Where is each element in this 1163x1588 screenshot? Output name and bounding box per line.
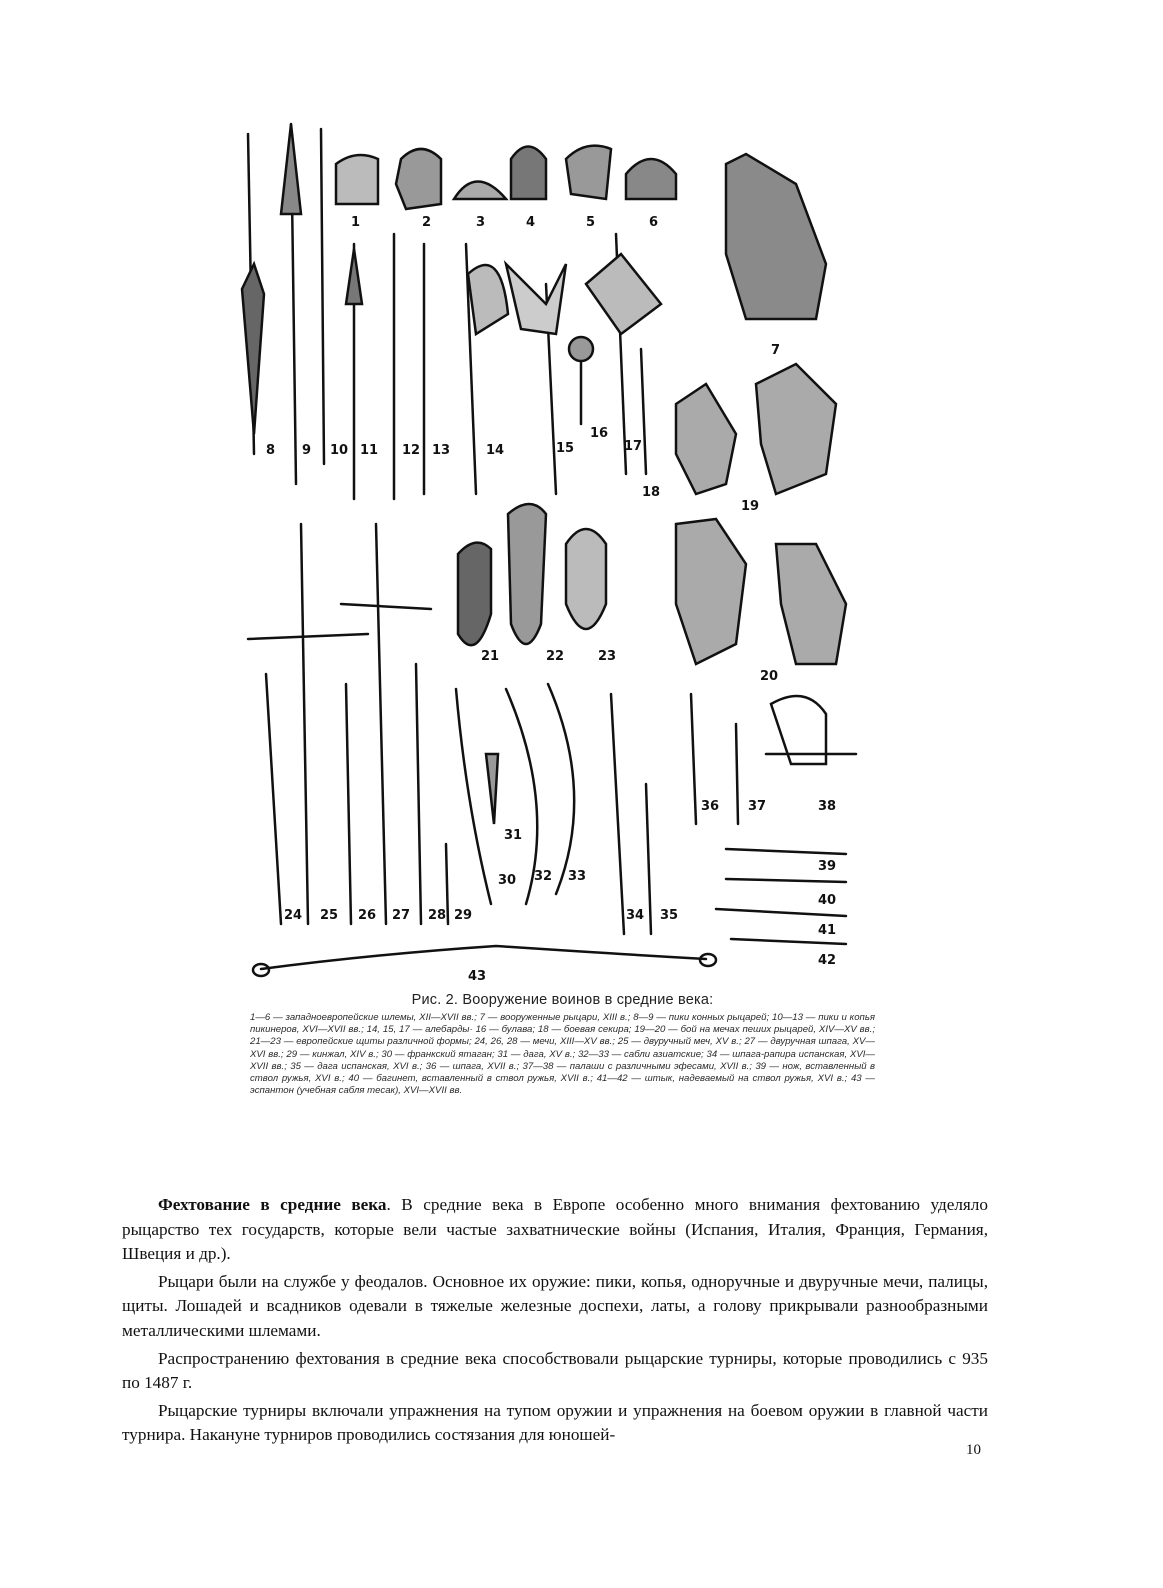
- helmet-6: [626, 159, 676, 199]
- label-23: 23: [598, 649, 617, 664]
- rapier-34: [611, 694, 624, 934]
- label-20: 20: [760, 669, 779, 684]
- dagger-35: [646, 784, 651, 934]
- weapons-drawing: [236, 104, 876, 984]
- weapons-illustration: [236, 104, 876, 984]
- label-11: 11: [360, 443, 379, 458]
- label-6: 6: [649, 215, 659, 230]
- body-text: [122, 1193, 988, 1451]
- label-42: 42: [818, 953, 837, 968]
- label-38: 38: [818, 799, 837, 814]
- axe-18: [641, 349, 646, 474]
- label-7: 7: [771, 343, 781, 358]
- duel-20: [676, 519, 846, 664]
- sword-36: [691, 694, 696, 824]
- paragraph-1-text: . В средние века в Европе особенно много внимания фехтованию уделяло рыцарство тех государств, которые вели частые захватнические войны (Испания, Италия, Франция, Германия, Швеция и др.).: [122, 1195, 988, 1264]
- label-3: 3: [476, 215, 486, 230]
- label-15: 15: [556, 441, 575, 456]
- label-28: 28: [428, 908, 447, 923]
- label-8: 8: [266, 443, 276, 458]
- label-17: 17: [624, 439, 643, 454]
- shield-23: [566, 529, 606, 629]
- bayonet-42: [731, 939, 846, 944]
- label-31: 31: [504, 828, 523, 843]
- dagger-29: [446, 844, 448, 924]
- label-36: 36: [701, 799, 720, 814]
- label-43: 43: [468, 969, 487, 984]
- sword-27: [376, 524, 386, 924]
- saber-33: [548, 684, 574, 894]
- label-13: 13: [432, 443, 451, 458]
- espanton-43: [261, 946, 706, 969]
- label-12: 12: [402, 443, 421, 458]
- sword-26: [346, 684, 351, 924]
- shield-22: [508, 504, 546, 644]
- helmet-5: [566, 146, 611, 199]
- label-22: 22: [546, 649, 565, 664]
- paragraph-2: Рыцари были на службе у феодалов. Основное их оружие: пики, копья, одноручные и двуручные мечи, палицы, щиты. Лошадей и всадников одевали в тяжелые железные доспехи, латы, а голову прикрывали разнообразными металлическими шлемами.: [122, 1271, 988, 1340]
- shield-21: [458, 543, 491, 646]
- label-40: 40: [818, 893, 837, 908]
- label-33: 33: [568, 869, 587, 884]
- duel-19: [676, 364, 836, 494]
- broadsword-37: [736, 724, 738, 824]
- label-41: 41: [818, 923, 837, 938]
- spear-10: [321, 129, 324, 464]
- saber-32: [506, 689, 537, 904]
- label-25: 25: [320, 908, 339, 923]
- sword-24: [266, 674, 281, 924]
- label-18: 18: [642, 485, 661, 500]
- helmet-2: [396, 149, 441, 209]
- label-29: 29: [454, 908, 473, 923]
- label-21: 21: [481, 649, 500, 664]
- helmet-4: [511, 147, 546, 200]
- label-24: 24: [284, 908, 303, 923]
- paragraph-1: [122, 1193, 988, 1267]
- label-34: 34: [626, 908, 645, 923]
- label-32: 32: [534, 869, 553, 884]
- paragraph-3: Распространению фехтования в средние века способствовали рыцарские турниры, которые проводились с 935 по 1487 г.: [122, 1348, 988, 1393]
- figure-caption: [250, 992, 875, 1097]
- label-5: 5: [586, 215, 596, 230]
- yatagan-30: [456, 689, 491, 904]
- label-10: 10: [330, 443, 349, 458]
- label-16: 16: [590, 426, 609, 441]
- label-26: 26: [358, 908, 377, 923]
- sword-28: [416, 664, 421, 924]
- helmet-3: [454, 182, 506, 200]
- bayonet-40: [726, 879, 846, 882]
- helmet-1: [336, 155, 378, 204]
- label-39: 39: [818, 859, 837, 874]
- label-19: 19: [741, 499, 760, 514]
- knights-7: [726, 154, 826, 319]
- label-4: 4: [526, 215, 536, 230]
- section-heading: Фехтование в средние века: [158, 1195, 387, 1214]
- label-35: 35: [660, 908, 679, 923]
- caption-legend: 1—6 — западноевропейские шлемы, XII—XVII вв.; 7 — вооруженные рыцари, XIII в.; 8—9 — пики конных рыцарей; 10—13 — пики и копья пикинеров, XVI—XVII вв.; 14, 15, 17 — алебарды· 16 — булава; 18 — боевая секира; 19—20 — бой на мечах пеших рыцарей, XIV—XV вв.; 21—23 — европейские щиты различной формы; 24, 26, 28 — мечи, XIII—XV вв.; 25 — двуручный меч, XV в.; 27 — двуручная шпага, XV—XVI вв.; 29 — кинжал, XIV в.; 30 — франкский ятаган; 31 — дага, XV в.; 32—33 — сабли азиатские; 34 — шпага-рапира испанская, XVI—XVII вв.; 35 — дага испанская, XVI в.; 36 — шпага, XVII в.; 37—38 — палаши с различными эфесами, XVII в.; 39 — нож, вставленный в ствол ружья, XVI в.; 40 — багинет, вставленный в ствол ружья, XVII в.; 41—42 — штык, надеваемый на ствол ружья, XVI в.; 43 — эспантон (учебная сабля тесак), XVI—XVII вв.: [250, 1012, 875, 1097]
- label-27: 27: [392, 908, 411, 923]
- label-1: 1: [351, 215, 361, 230]
- bayonet-41: [716, 909, 846, 916]
- label-30: 30: [498, 873, 517, 888]
- page-number: 10: [966, 1442, 981, 1458]
- knife-39: [726, 849, 846, 854]
- label-2: 2: [422, 215, 432, 230]
- caption-title: Рис. 2. Вооружение воинов в средние века:: [411, 992, 714, 1008]
- sword-25: [301, 524, 308, 924]
- dagger-31: [486, 754, 498, 824]
- label-37: 37: [748, 799, 767, 814]
- label-9: 9: [302, 443, 312, 458]
- paragraph-4: Рыцарские турниры включали упражнения на тупом оружии и упражнения на боевом оружии в главной части турнира. Накануне турниров проводились состязания для юношей-: [122, 1400, 988, 1445]
- label-14: 14: [486, 443, 505, 458]
